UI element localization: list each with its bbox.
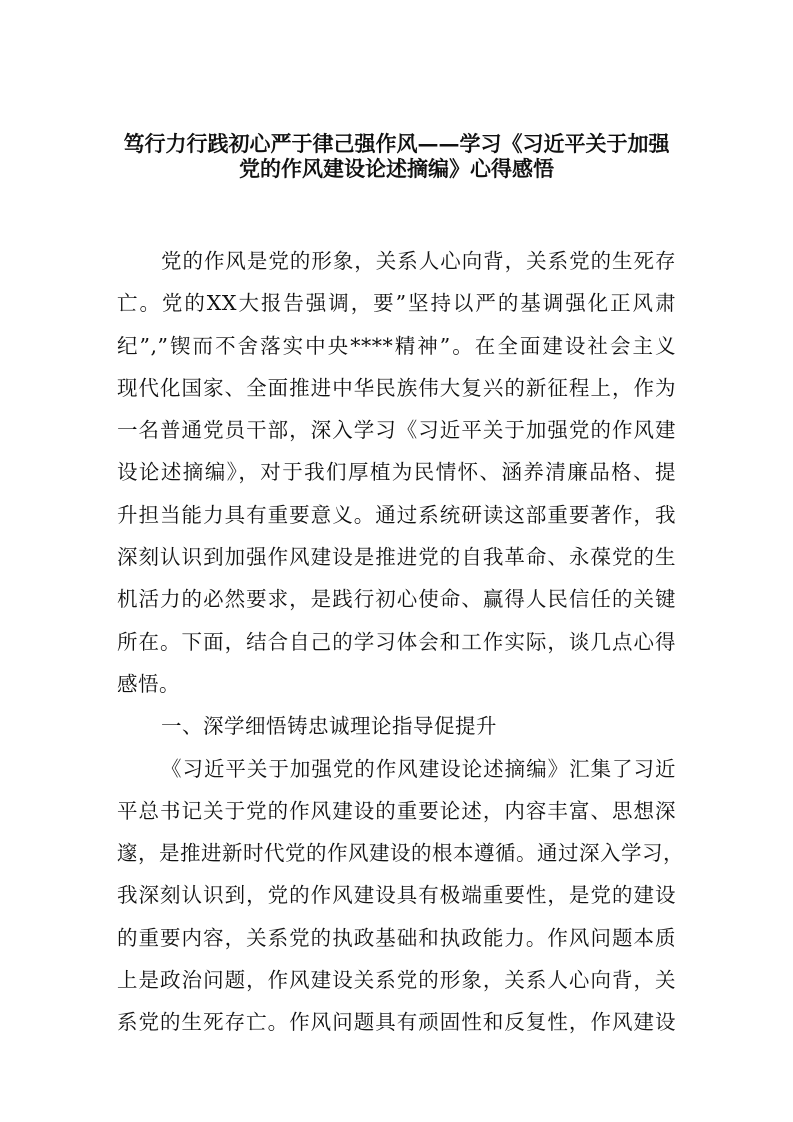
paragraph-line: 纪”,”锲而不舍落实中央****精神”。在全面建设社会主义: [117, 333, 676, 358]
paragraph-line: 平总书记关于党的作风建设的重要论述，内容丰富、思想深: [117, 798, 676, 823]
paragraph-line: 上是政治问题，作风建设关系党的形象，关系人心向背，关: [117, 968, 676, 993]
paragraph-line: 党的作风是党的形象，关系人心向背，关系党的生死存: [161, 249, 676, 273]
paragraph-line: 一名普通党员干部，深入学习《习近平关于加强党的作风建: [117, 418, 676, 443]
paragraph-line: 的重要内容，关系党的执政基础和执政能力。作风问题本质: [117, 925, 676, 950]
paragraph-line: 《习近平关于加强党的作风建设论述摘编》汇集了习近: [161, 756, 676, 781]
section-heading: 一、深学细悟铸忠诚理论指导促提升: [161, 714, 497, 739]
paragraph-line: 深刻认识到加强作风建设是推进党的自我革命、永葆党的生: [117, 545, 676, 570]
paragraph-line: 系党的生死存亡。作风问题具有顽固性和反复性，作风建设: [117, 1010, 676, 1035]
document-body: [117, 240, 684, 1044]
document-title-line-1: 笃行力行践初心严于律己强作风——学习《习近平关于加强: [123, 131, 670, 156]
paragraph-line: 设论述摘编》，对于我们厚植为民情怀、涵养清廉品格、提: [117, 460, 676, 485]
paragraph-line: 所在。下面，结合自己的学习体会和工作实际，谈几点心得: [117, 629, 676, 654]
paragraph-line: 升担当能力具有重要意义。通过系统研读这部重要著作，我: [117, 502, 676, 527]
paragraph-line: 我深刻认识到，党的作风建设具有极端重要性，是党的建设: [117, 883, 676, 908]
paragraph-line: 现代化国家、全面推进中华民族伟大复兴的新征程上，作为: [117, 375, 676, 400]
paragraph-line: 感悟。: [117, 671, 180, 696]
paragraph-line: 机活力的必然要求，是践行初心使命、赢得人民信任的关键: [117, 587, 676, 612]
paragraph-line: 亡。党的XX大报告强调，要”坚持以严的基调强化正风肃: [117, 291, 676, 316]
paragraph-line: 邃，是推进新时代党的作风建设的根本遵循。通过深入学习，: [117, 841, 684, 866]
document-title-line-2: 党的作风建设论述摘编》心得感悟: [239, 156, 554, 181]
